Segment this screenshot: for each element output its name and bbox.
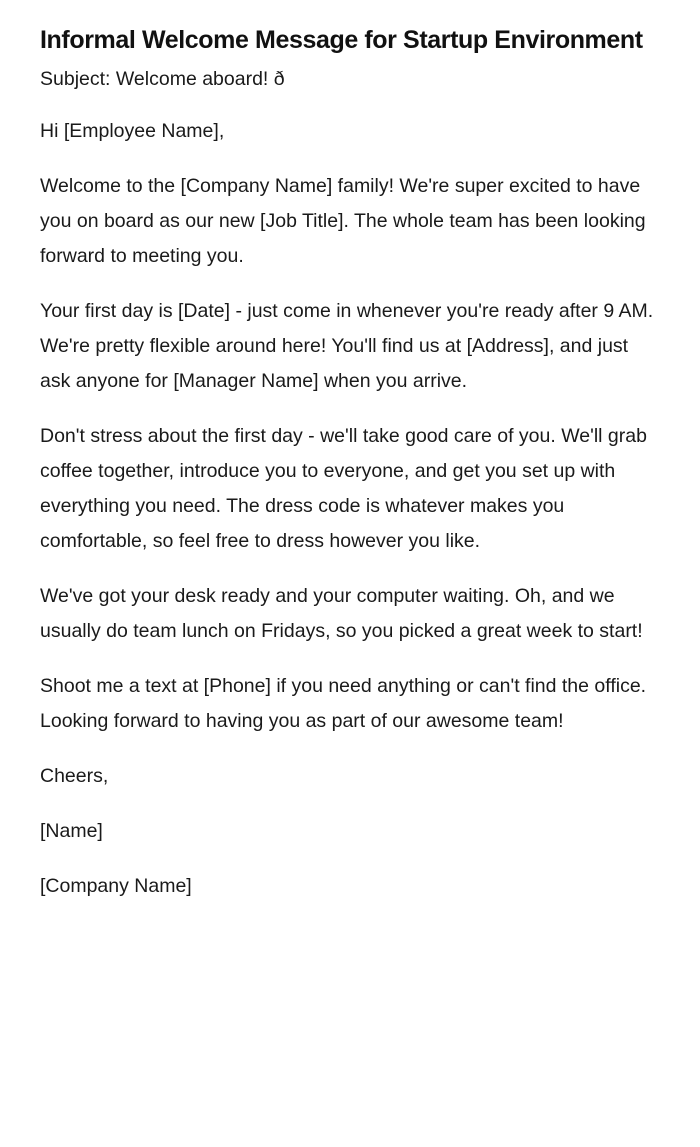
body-paragraph-3: Don't stress about the first day - we'll take good care of you. We'll grab coffee together, introduce you to everyone, and get you set up with everything you need. The dress code is whatever makes you comfortable, so feel free to dress however you like. bbox=[40, 425, 647, 552]
signature-company: [Company Name] bbox=[40, 875, 192, 897]
body-paragraph-4: We've got your desk ready and your computer waiting. Oh, and we usually do team lunch on Fridays, so you picked a great week to start! bbox=[40, 585, 643, 642]
signature-name: [Name] bbox=[40, 820, 103, 842]
body-paragraph-5: Shoot me a text at [Phone] if you need anything or can't find the office. Looking forward to having you as part of our awesome team! bbox=[40, 675, 647, 732]
document-title: Informal Welcome Message for Startup Environment bbox=[40, 26, 643, 54]
body-paragraph-2: Your first day is [Date] - just come in whenever you're ready after 9 AM. We're pretty flexible around here! You'll find us at [Address], and just ask anyone for [Manager Name] when you arrive. bbox=[40, 300, 654, 392]
closing: Cheers, bbox=[40, 765, 109, 787]
subject-line: Subject: Welcome aboard! ð bbox=[40, 68, 332, 90]
body-paragraph-1: Welcome to the [Company Name] family! We're super excited to have you on board as our new [Job Title]. The whole team has been looking forward to meeting you. bbox=[40, 175, 646, 267]
greeting: Hi [Employee Name], bbox=[40, 120, 225, 142]
